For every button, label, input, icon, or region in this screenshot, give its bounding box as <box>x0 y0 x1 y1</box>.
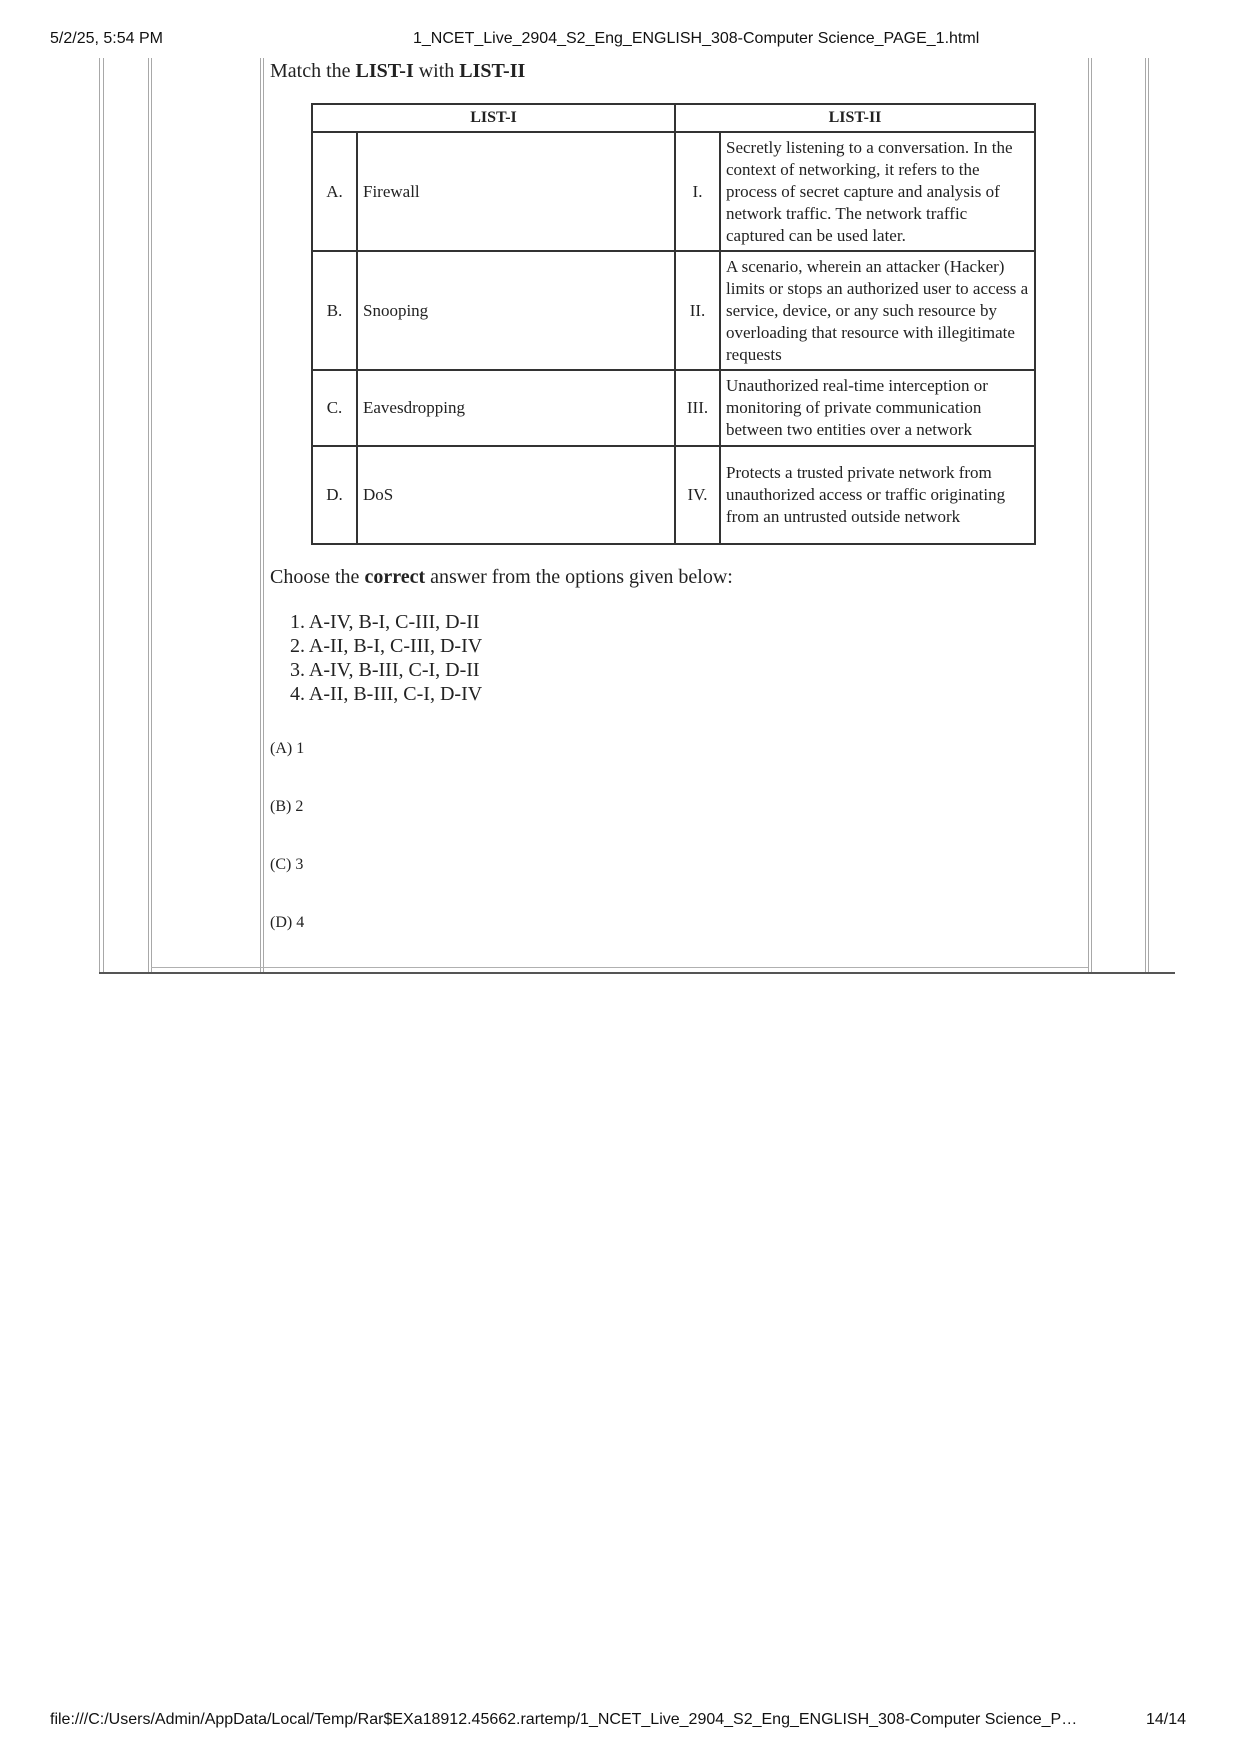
row-number: II. <box>675 251 720 370</box>
row-description: Secretly listening to a conversation. In the context of networking, it refers to the process of secret capture and analysis of network traffic. The network traffic captured can be used later. <box>720 132 1035 251</box>
table-header-row <box>312 104 1035 132</box>
row-term: DoS <box>357 446 675 544</box>
frame-line <box>260 58 261 972</box>
row-description: Protects a trusted private network from unauthorized access or traffic originating from an untrusted outside network <box>720 446 1035 544</box>
choose-instruction: Choose the correct answer from the options given below: <box>270 566 733 588</box>
list1-header: LIST-I <box>312 104 675 132</box>
option-item: 2. A-II, B-I, C-III, D-IV <box>290 635 483 657</box>
answer-choice-b[interactable]: (B) 2 <box>270 798 304 815</box>
option-item: 4. A-II, B-III, C-I, D-IV <box>290 683 483 705</box>
frame-bottom <box>99 972 1175 974</box>
row-number: IV. <box>675 446 720 544</box>
row-term: Eavesdropping <box>357 370 675 446</box>
frame-line <box>263 58 264 972</box>
frame-line <box>1148 58 1149 972</box>
frame-inner-bottom <box>151 967 1088 968</box>
row-number: I. <box>675 132 720 251</box>
frame-line <box>148 58 149 972</box>
question-title: Match the LIST-I with LIST-II <box>270 60 526 82</box>
row-letter: C. <box>312 370 357 446</box>
answer-choice-d[interactable]: (D) 4 <box>270 914 305 931</box>
frame-line <box>1145 58 1146 972</box>
frame-line <box>1088 58 1089 972</box>
table-row <box>312 132 1035 251</box>
row-description: A scenario, wherein an attacker (Hacker) limits or stops an authorized user to access a service, device, or any such resource by overloading that resource with illegitimate requests <box>720 251 1035 370</box>
print-title: 1_NCET_Live_2904_S2_Eng_ENGLISH_308-Computer Science_PAGE_1.html <box>413 30 980 47</box>
table-row <box>312 251 1035 370</box>
row-letter: B. <box>312 251 357 370</box>
frame-line <box>1091 58 1092 972</box>
page-number: 14/14 <box>1146 1711 1187 1728</box>
option-item: 3. A-IV, B-III, C-I, D-II <box>290 659 480 681</box>
row-term: Firewall <box>357 132 675 251</box>
row-letter: D. <box>312 446 357 544</box>
print-url: file:///C:/Users/Admin/AppData/Local/Temp/Rar$EXa18912.45662.rartemp/1_NCET_Live_2904_S2_Eng_ENGLISH_308-Computer Science_P… <box>50 1711 1078 1728</box>
row-letter: A. <box>312 132 357 251</box>
frame-line <box>99 58 100 972</box>
row-number: III. <box>675 370 720 446</box>
table-row <box>312 370 1035 446</box>
row-term: Snooping <box>357 251 675 370</box>
question-block <box>270 58 1090 84</box>
match-table <box>311 103 1036 545</box>
print-date: 5/2/25, 5:54 PM <box>50 30 163 47</box>
list2-header: LIST-II <box>675 104 1035 132</box>
table-row <box>312 446 1035 544</box>
row-description: Unauthorized real-time interception or monitoring of private communication between two entities over a network <box>720 370 1035 446</box>
answer-choice-c[interactable]: (C) 3 <box>270 856 304 873</box>
frame-line <box>151 58 152 972</box>
answer-choice-a[interactable]: (A) 1 <box>270 740 305 757</box>
option-item: 1. A-IV, B-I, C-III, D-II <box>290 611 480 633</box>
frame-line <box>103 58 104 972</box>
options-list <box>290 610 482 706</box>
